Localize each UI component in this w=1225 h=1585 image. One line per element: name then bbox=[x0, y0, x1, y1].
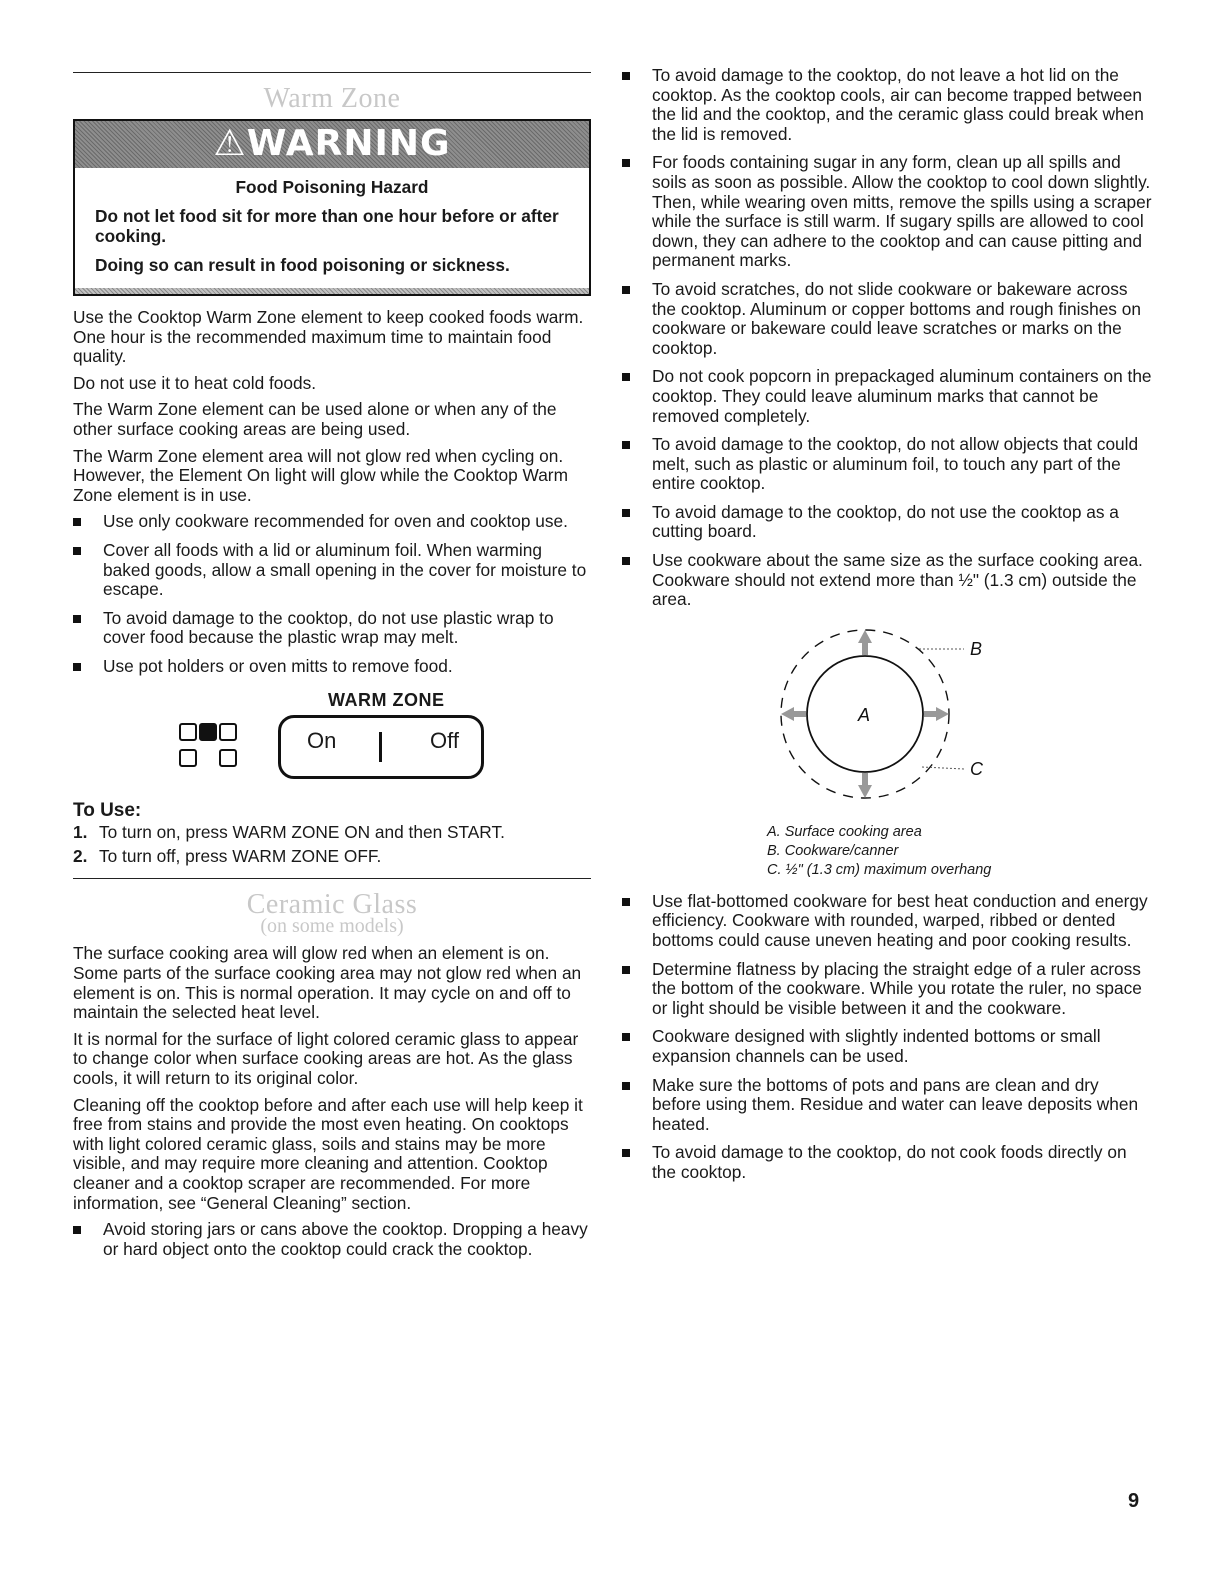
warning-box bbox=[73, 119, 591, 296]
list-item-text: Cover all foods with a lid or aluminum foil. When warming baked goods, allow a small opening in the cover for moisture to escape. bbox=[103, 539, 587, 600]
cookware-overhang-diagram bbox=[622, 619, 1152, 819]
ceramic-glass-title: Ceramic Glass bbox=[246, 889, 418, 921]
bullet-icon bbox=[622, 1033, 630, 1041]
list-item-text: Cookware designed with slightly indented bottoms or small expansion channels can be used. bbox=[652, 1026, 1101, 1066]
bullet-icon bbox=[73, 547, 81, 555]
warning-label: WARNING bbox=[246, 123, 451, 165]
right-column bbox=[622, 66, 1152, 1192]
list-item bbox=[73, 1220, 591, 1259]
list-item bbox=[622, 66, 1152, 144]
arrow-up-stem bbox=[862, 643, 868, 655]
list-item-text: To avoid damage to the cooktop, do not use plastic wrap to cover food because the plastic wrap may melt. bbox=[103, 607, 554, 648]
step-text: To turn on, press WARM ZONE ON and then START. bbox=[99, 822, 505, 843]
burner-indicator-icon bbox=[179, 723, 197, 741]
paragraph: The surface cooking area will glow red when an element is on. Some parts of the surface cooking area may not glow red when an element is on. This is normal operation. It may cycle on and off to maintain the selected heat level. bbox=[73, 943, 582, 1023]
warning-triangle-icon: ⚠ bbox=[213, 123, 247, 165]
warm-zone-label: WARM ZONE bbox=[328, 690, 445, 711]
paragraph: It is normal for the surface of light colored ceramic glass to appear to change color when surface cooking areas are hot. As the glass cools, it will return to its original color. bbox=[73, 1028, 579, 1088]
paragraph: Use the Cooktop Warm Zone element to keep cooked foods warm. One hour is the recommended maximum time to maintain food quality. bbox=[73, 306, 584, 367]
paragraph: Cleaning off the cooktop before and after each use will help keep it free from stains and provide the most even heating. On cooktops with light colored ceramic glass, soils and stains may be more visible, and may require more cleaning and attention. Cooktop cleaner and a cooktop scraper are recommended. For more information, see “General Cleaning” section. bbox=[73, 1094, 583, 1213]
bullet-icon bbox=[622, 72, 630, 80]
step-item bbox=[73, 823, 591, 843]
diagram-label-b: B bbox=[970, 638, 983, 659]
paragraph: The Warm Zone element can be used alone or when any of the other surface cooking areas are being used. bbox=[73, 399, 557, 439]
list-item bbox=[622, 1143, 1152, 1182]
list-item-text: For foods containing sugar in any form, clean up all spills and soils as soon as possible. Allow the cooktop to cool down slightly. Then, while wearing oven mitts, remove the spills using a scraper while the surface is still warm. If sugary spills are allowed to cool down, they can adhere to the cooktop and can cause pitting and permanent marks. bbox=[652, 152, 1152, 271]
list-item-text: Determine flatness by placing the straight edge of a ruler across the bottom of the cookware. While you rotate the ruler, no space or light should be visible between it and the cookware. bbox=[652, 958, 1142, 1018]
step-text: To turn off, press WARM ZONE OFF. bbox=[99, 845, 382, 866]
bullet-icon bbox=[622, 509, 630, 517]
caption-line: C. ½" (1.3 cm) maximum overhang bbox=[767, 861, 992, 878]
section-divider bbox=[73, 72, 591, 73]
list-item bbox=[622, 892, 1152, 951]
warning-hazard: Food Poisoning Hazard bbox=[235, 176, 429, 197]
list-item bbox=[622, 551, 1152, 610]
list-item bbox=[622, 1027, 1152, 1066]
arrow-right-stem bbox=[924, 711, 936, 717]
warm-zone-off-label: Off bbox=[430, 728, 459, 754]
button-separator bbox=[379, 732, 382, 762]
list-item bbox=[73, 541, 591, 600]
list-item-text: Do not cook popcorn in prepackaged aluminum containers on the cooktop. They could leave aluminum marks that cannot be removed completely. bbox=[652, 366, 1152, 426]
list-item-text: To avoid damage to the cooktop, do not allow objects that could melt, such as plastic or aluminum foil, to touch any part of the entire cooktop. bbox=[652, 434, 1139, 494]
list-item-text: Avoid storing jars or cans above the cooktop. Dropping a heavy or hard object onto the cooktop could crack the cooktop. bbox=[103, 1219, 588, 1259]
arrow-down-icon bbox=[858, 785, 872, 798]
bullet-icon bbox=[622, 159, 630, 167]
bullet-icon bbox=[622, 557, 630, 565]
list-item bbox=[622, 503, 1152, 542]
list-item-text: To avoid scratches, do not slide cookware or bakeware across the cooktop. Aluminum or copper bottoms and rough finishes on cookware or bakeware could leave scratches or marks on the cooktop. bbox=[652, 278, 1141, 358]
burner-indicator-icon bbox=[219, 723, 237, 741]
section-divider bbox=[73, 878, 591, 879]
warning-body bbox=[75, 168, 589, 288]
warning-bottom-bar bbox=[75, 288, 589, 294]
left-column bbox=[73, 60, 591, 1268]
paragraph: Do not use it to heat cold foods. bbox=[73, 372, 317, 393]
step-item bbox=[73, 847, 591, 867]
warm-zone-on-label: On bbox=[307, 728, 337, 754]
list-item-text: Make sure the bottoms of pots and pans are clean and dry before using them. Residue and water can leave deposits when heated. bbox=[652, 1074, 1139, 1134]
to-use-steps bbox=[73, 823, 591, 866]
list-item bbox=[73, 512, 591, 532]
bullet-icon bbox=[622, 373, 630, 381]
burner-indicator-icon bbox=[219, 749, 237, 767]
warm-zone-control-panel bbox=[73, 685, 591, 795]
ceramic-glass-bullet-list-left bbox=[73, 1220, 591, 1259]
arrow-right-icon bbox=[936, 707, 949, 721]
step-number: 2. bbox=[73, 845, 88, 866]
warm-zone-title: Warm Zone bbox=[263, 83, 401, 114]
to-use-heading: To Use: bbox=[73, 800, 142, 822]
overhang-diagram-svg bbox=[622, 619, 1152, 819]
list-item bbox=[73, 609, 591, 648]
ceramic-glass-subtitle: (on some models) bbox=[260, 914, 404, 937]
list-item-text: Use only cookware recommended for oven and cooktop use. bbox=[103, 511, 568, 532]
caption-line: A. Surface cooking area bbox=[767, 823, 922, 840]
list-item bbox=[622, 1076, 1152, 1135]
burner-indicator-icon bbox=[179, 749, 197, 767]
warm-zone-bullet-list bbox=[73, 512, 591, 676]
ceramic-glass-bullet-list-bottom bbox=[622, 892, 1152, 1183]
paragraph: The Warm Zone element area will not glow red when cycling on. However, the Element On light will glow while the Cooktop Warm Zone element is in use. bbox=[73, 445, 568, 505]
arrow-left-icon bbox=[781, 707, 794, 721]
list-item-text: To avoid damage to the cooktop, do not use the cooktop as a cutting board. bbox=[652, 501, 1119, 542]
caption-line: B. Cookware/canner bbox=[767, 842, 899, 859]
bullet-icon bbox=[622, 1149, 630, 1157]
warning-banner bbox=[75, 121, 589, 168]
list-item bbox=[622, 367, 1152, 426]
bullet-icon bbox=[73, 663, 81, 671]
list-item-text: To avoid damage to the cooktop, do not leave a hot lid on the cooktop. As the cooktop cools, air can become trapped between the lid and the cooktop, and the ceramic glass could break when the lid is removed. bbox=[652, 65, 1144, 144]
list-item bbox=[73, 657, 591, 677]
diagram-caption bbox=[767, 823, 1152, 880]
list-item bbox=[622, 280, 1152, 358]
step-number: 1. bbox=[73, 822, 88, 843]
warning-line-1: Do not let food sit for more than one hour before or after cooking. bbox=[95, 206, 559, 246]
arrow-left-stem bbox=[794, 711, 806, 717]
list-item-text: To avoid damage to the cooktop, do not cook foods directly on the cooktop. bbox=[652, 1142, 1127, 1182]
bullet-icon bbox=[73, 1226, 81, 1234]
bullet-icon bbox=[622, 898, 630, 906]
warm-zone-button bbox=[278, 715, 484, 779]
list-item-text: Use pot holders or oven mitts to remove food. bbox=[103, 655, 453, 676]
list-item-text: Use flat-bottomed cookware for best heat conduction and energy efficiency. Cookware with rounded, warped, ribbed or dented bottoms could cause uneven heating and poor cooking results. bbox=[652, 890, 1148, 951]
list-item bbox=[622, 153, 1152, 271]
bullet-icon bbox=[73, 615, 81, 623]
bullet-icon bbox=[622, 441, 630, 449]
list-item bbox=[622, 435, 1152, 494]
diagram-label-c: C bbox=[970, 758, 983, 779]
page-number: 9 bbox=[1128, 1490, 1140, 1512]
diagram-label-a: A bbox=[858, 704, 871, 725]
list-item bbox=[622, 960, 1152, 1019]
bullet-icon bbox=[73, 518, 81, 526]
arrow-down-stem bbox=[862, 773, 868, 785]
bullet-icon bbox=[622, 1082, 630, 1090]
ceramic-glass-bullet-list-top bbox=[622, 66, 1152, 610]
warning-line-2: Doing so can result in food poisoning or sickness. bbox=[95, 255, 510, 276]
active-burner-indicator-icon bbox=[199, 723, 217, 741]
arrow-up-icon bbox=[858, 630, 872, 643]
bullet-icon bbox=[622, 966, 630, 974]
list-item-text: Use cookware about the same size as the surface cooking area. Cookware should not extend more than ½" (1.3 cm) outside the area. bbox=[652, 550, 1143, 610]
bullet-icon bbox=[622, 286, 630, 294]
